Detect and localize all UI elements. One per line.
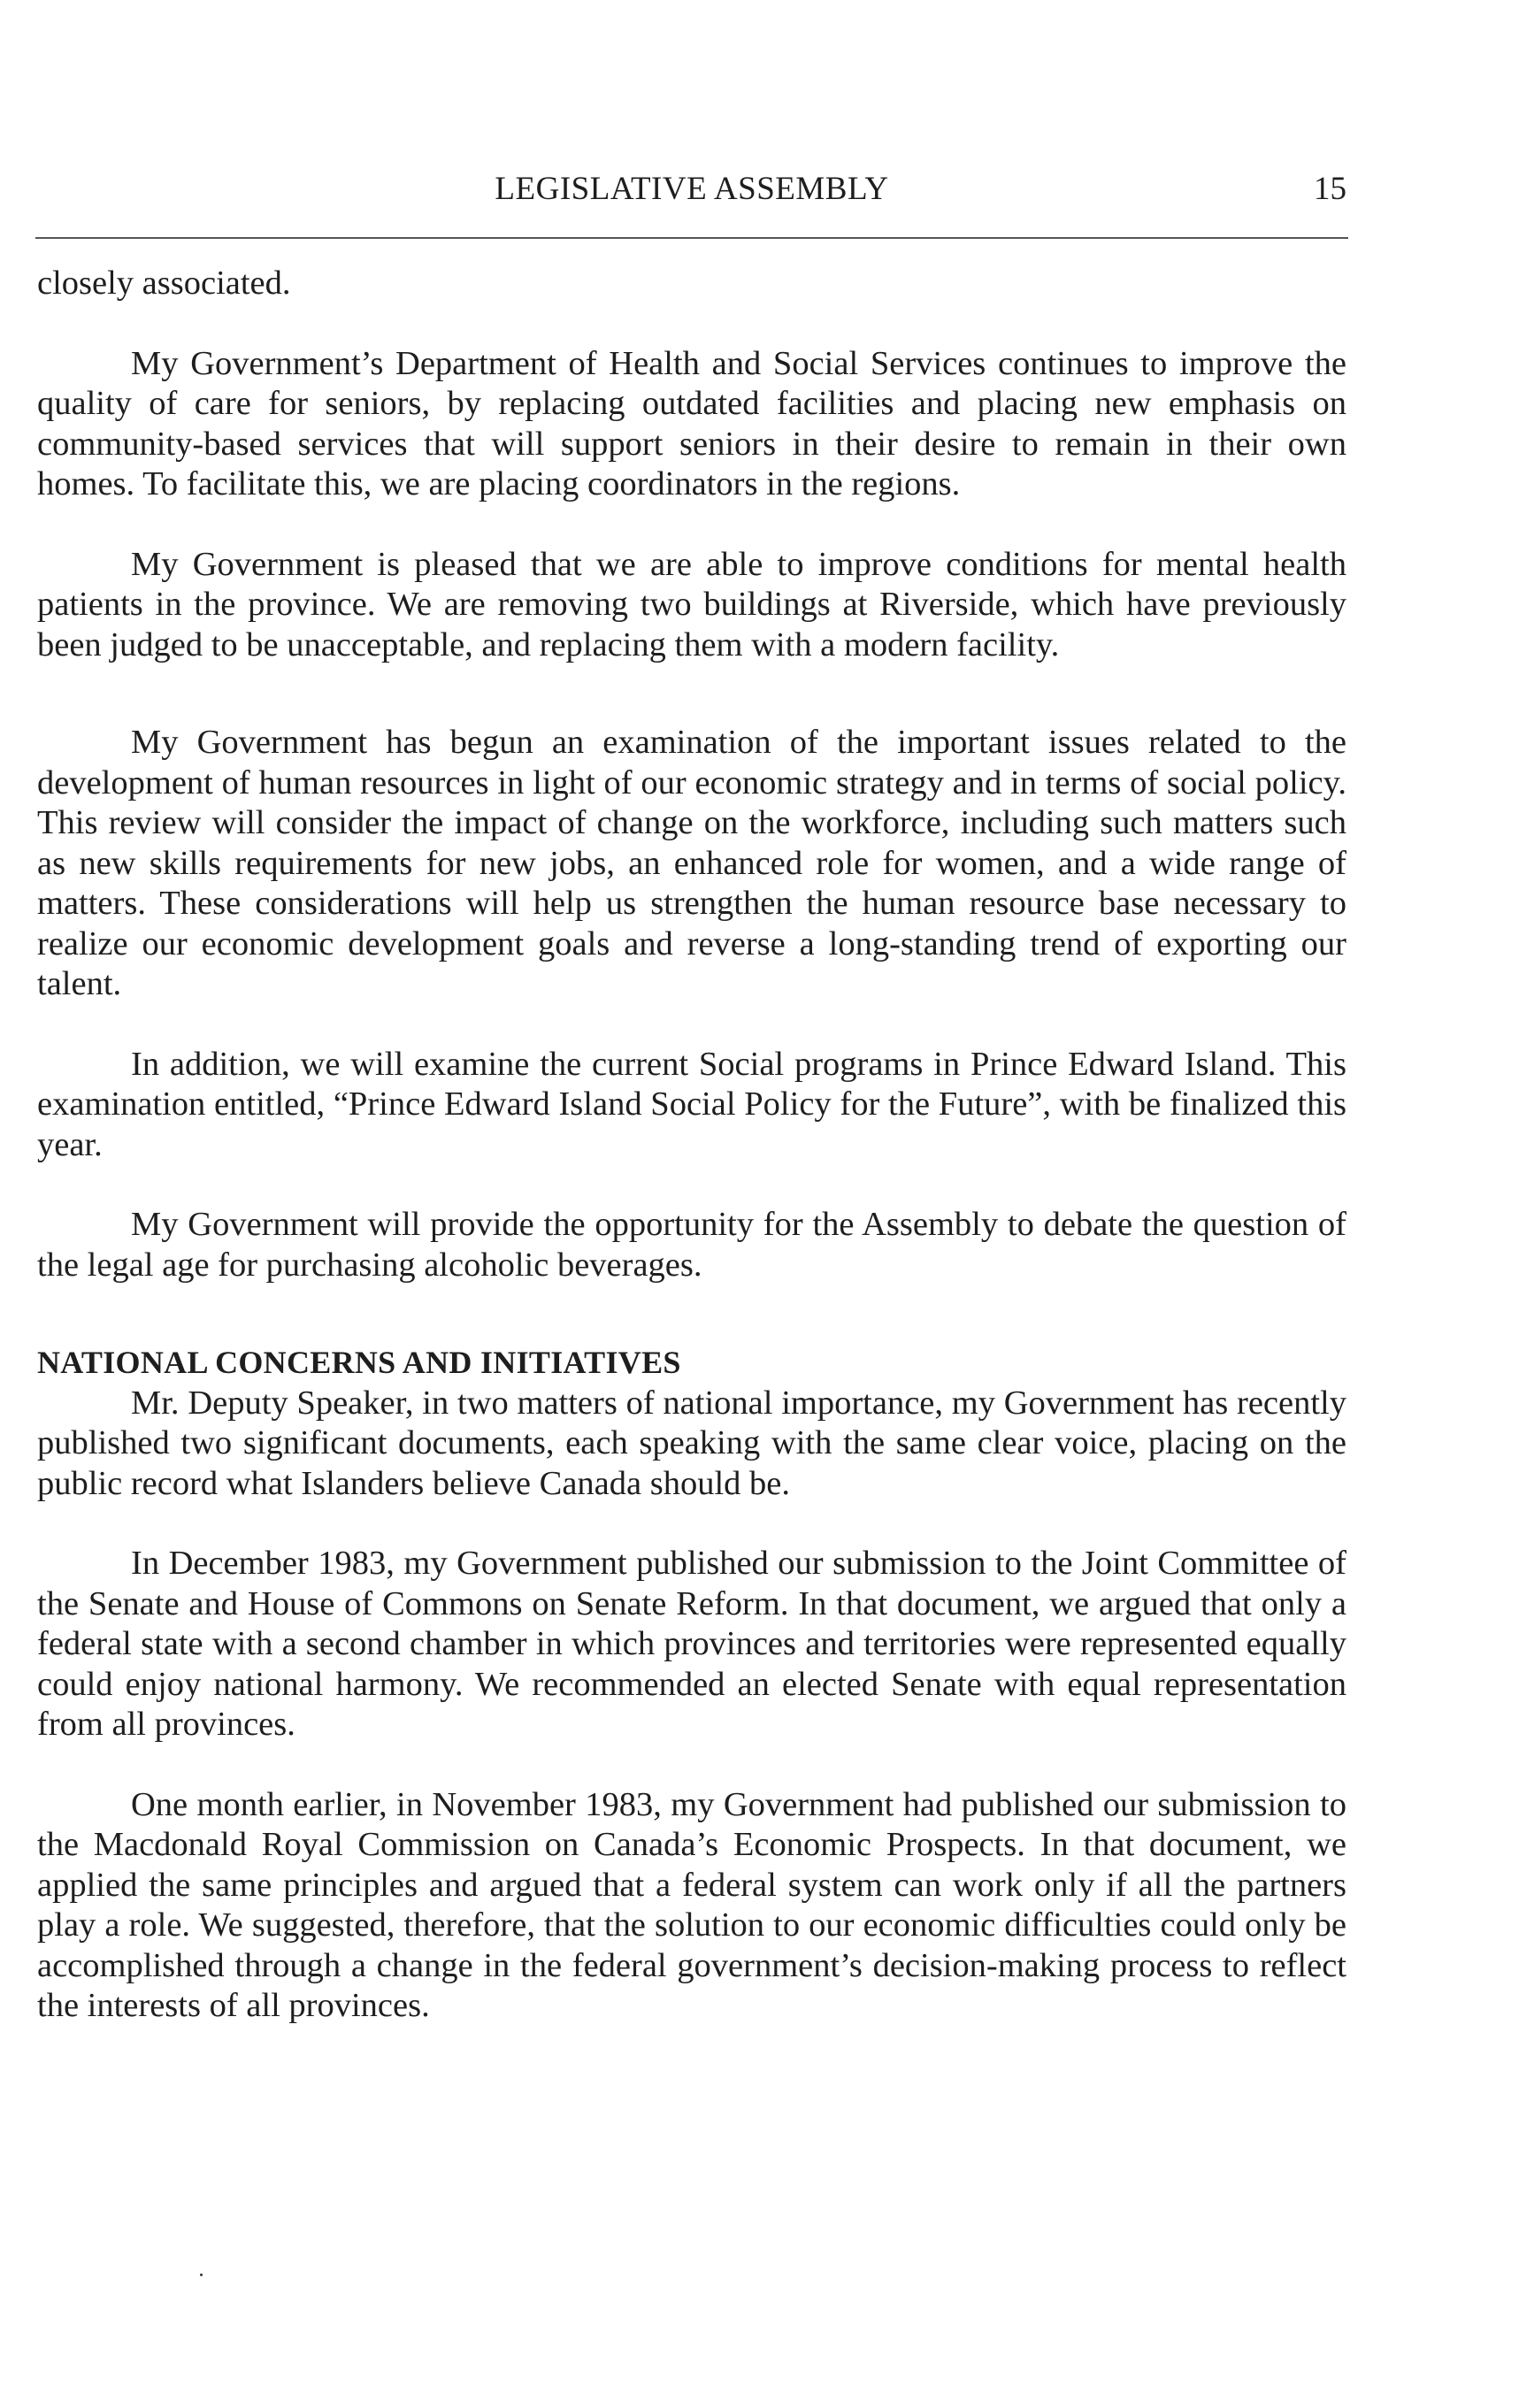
- paragraph-social-programs: In addition, we will examine the current Social programs in Prince Edward Island. This examination entitled, “Prince Edward Island Social Policy for the Future”, with be finalized this year.: [37, 1045, 1346, 1163]
- paragraph-macdonald-commission: One month earlier, in November 1983, my Government had published our submission to the Macdonald Royal Commission on Canada’s Economic Prospects. In that document, we applied the same principles and argued that a federal system can work only if all the partners play a role. We suggested, therefore, that the solution to our economic difficulties could only be accomplished through a change in the federal government’s decision-making process to reflect the interests of all provinces.: [37, 1785, 1346, 2024]
- paragraph-human-resources: My Government has begun an examination of the important issues related to the development of human resources in light of our economic strategy and in terms of social policy. This review will consider the impact of change on the workforce, including such matters such as new skills requirements for new jobs, an enhanced role for women, and a wide range of matters. These considerations will help us strengthen the human resource base necessary to realize our economic development goals and reverse a long-standing trend of exporting our talent.: [37, 724, 1346, 1002]
- scan-speck: [200, 2274, 203, 2276]
- body-text: [37, 264, 1346, 2027]
- paragraph-health-services: My Government’s Department of Health and Social Services continues to improve the quality of care for seniors, by replacing outdated facilities and placing new emphasis on community-based services that will support seniors in their desire to remain in their own homes. To facilitate this, we are placing coordinators in the regions.: [37, 344, 1346, 502]
- paragraph-mental-health: My Government is pleased that we are able to improve conditions for mental health patients in the province. We are removing two buildings at Riverside, which have previously been judged to be unacceptable, and replacing them with a modern facility.: [37, 545, 1346, 663]
- paragraph-senate-reform: In December 1983, my Government published our submission to the Joint Committee of the Senate and House of Commons on Senate Reform. In that document, we argued that only a federal state with a second chamber in which provinces and territories were represented equally could enjoy national harmony. We recommended an elected Senate with equal representation from all provinces.: [37, 1545, 1346, 1743]
- page-number: 15: [1314, 171, 1346, 207]
- running-header: [37, 170, 1346, 216]
- running-header-title: LEGISLATIVE ASSEMBLY: [495, 171, 889, 207]
- paragraph-legal-age: My Government will provide the opportunity for the Assembly to debate the question of the legal age for purchasing alcoholic beverages.: [37, 1206, 1346, 1284]
- section-heading: NATIONAL CONCERNS AND INITIATIVES: [37, 1345, 681, 1380]
- header-rule: [35, 237, 1348, 239]
- paragraph-continuation: closely associated.: [37, 265, 291, 302]
- paragraph-national-importance: Mr. Deputy Speaker, in two matters of national importance, my Government has recently published two significant documents, each speaking with the same clear voice, placing on the public record what Islanders believe Canada should be.: [37, 1384, 1346, 1502]
